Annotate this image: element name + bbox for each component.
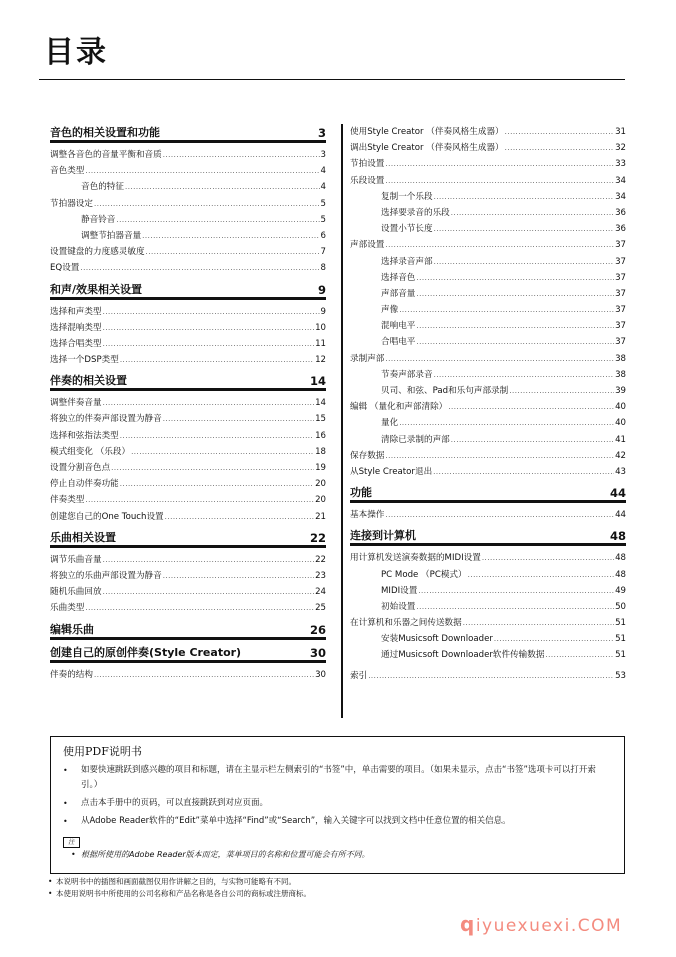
entry-label: 停止自动伴奏功能 bbox=[50, 479, 119, 490]
entry-page-number[interactable]: 37 bbox=[615, 272, 626, 283]
entry-label: 模式组变化 （乐段） bbox=[50, 446, 131, 457]
entry-page-number[interactable]: 5 bbox=[320, 214, 326, 225]
entry-label: 在计算机和乐器之间传送数据 bbox=[350, 618, 462, 629]
dot-leader bbox=[451, 432, 614, 448]
dot-leader bbox=[111, 460, 314, 476]
entry-label: 调出Style Creator （伴奏风格生成器） bbox=[350, 143, 504, 154]
bullet-icon: • bbox=[71, 850, 76, 859]
dot-leader bbox=[509, 383, 614, 399]
dot-leader bbox=[463, 615, 614, 631]
toc-entry[interactable] bbox=[50, 228, 326, 244]
entry-page-number[interactable]: 3 bbox=[320, 150, 326, 160]
toc-entry[interactable] bbox=[50, 320, 326, 336]
entry-label: 设置分割音色点 bbox=[50, 463, 111, 473]
entry-label: 伴奏的结构 bbox=[50, 669, 93, 680]
dot-leader bbox=[416, 334, 614, 350]
dot-leader bbox=[385, 237, 614, 253]
dot-leader bbox=[385, 173, 614, 189]
dot-leader bbox=[451, 205, 614, 221]
dot-leader bbox=[448, 399, 614, 415]
entry-page-number[interactable]: 4 bbox=[320, 166, 326, 177]
entry-page-number[interactable]: 18 bbox=[315, 446, 326, 457]
entry-page-number[interactable]: 42 bbox=[615, 450, 626, 461]
toc-entry[interactable] bbox=[350, 631, 626, 647]
toc-section-heading[interactable] bbox=[50, 124, 326, 143]
dot-leader bbox=[163, 411, 314, 427]
toc-entry[interactable] bbox=[350, 173, 626, 189]
dot-leader bbox=[103, 584, 314, 600]
dot-leader bbox=[434, 367, 614, 383]
entry-page-number[interactable]: 25 bbox=[315, 603, 326, 614]
dot-leader bbox=[103, 552, 314, 568]
dot-leader bbox=[418, 583, 614, 599]
toc-entry[interactable] bbox=[350, 351, 626, 367]
toc-entry[interactable] bbox=[350, 302, 626, 318]
toc-entry[interactable] bbox=[50, 584, 326, 600]
section-page-number[interactable]: 14 bbox=[309, 374, 326, 389]
toc-entry[interactable] bbox=[350, 668, 626, 684]
dot-leader bbox=[434, 221, 614, 237]
pdf-usage-box bbox=[50, 736, 625, 874]
entry-label: 选择一个DSP类型 bbox=[50, 355, 119, 366]
dot-leader bbox=[146, 244, 320, 260]
toc-section-heading[interactable] bbox=[50, 281, 326, 300]
toc-entry[interactable] bbox=[350, 156, 626, 172]
pdf-bullet bbox=[63, 796, 612, 811]
toc-entry[interactable] bbox=[350, 221, 626, 237]
entry-label: 选择和弦指法类型 bbox=[50, 430, 119, 441]
entry-label: 基本操作 bbox=[350, 510, 385, 521]
entry-label: 通过Musicsoft Downloader软件传输数据 bbox=[381, 650, 545, 661]
entry-label: 选择录音声部 bbox=[381, 256, 433, 267]
title-rule bbox=[39, 79, 625, 80]
entry-label: 编辑 （量化和声部清除） bbox=[350, 402, 448, 413]
dot-leader bbox=[416, 318, 614, 334]
toc-entry[interactable] bbox=[50, 179, 326, 195]
dot-leader bbox=[163, 147, 320, 163]
section-page-number[interactable]: 44 bbox=[609, 486, 626, 501]
entry-label: 设置键盘的力度感灵敏度 bbox=[50, 247, 145, 258]
section-page-number[interactable]: 30 bbox=[309, 645, 326, 660]
entry-page-number[interactable]: 37 bbox=[615, 256, 626, 267]
toc-entry[interactable] bbox=[50, 212, 326, 228]
entry-page-number[interactable]: 16 bbox=[315, 430, 326, 441]
footnote bbox=[48, 888, 311, 900]
entry-label: EQ设置 bbox=[50, 263, 80, 274]
entry-page-number[interactable]: 20 bbox=[315, 495, 326, 506]
toc-entry[interactable] bbox=[50, 147, 326, 163]
dot-leader bbox=[116, 212, 319, 228]
dot-leader bbox=[163, 568, 314, 584]
dot-leader bbox=[85, 163, 319, 179]
dot-leader bbox=[433, 464, 614, 480]
toc-left-column bbox=[50, 124, 326, 683]
section-label: 乐曲相关设置 bbox=[50, 530, 116, 544]
dot-leader bbox=[94, 667, 314, 683]
entry-page-number[interactable]: 51 bbox=[615, 618, 626, 629]
toc-entry[interactable] bbox=[50, 444, 326, 460]
note-text: 根据所使用的Adobe Reader版本而定，菜单项目的名称和位置可能会有所不同。 bbox=[81, 850, 370, 859]
toc-entry[interactable] bbox=[50, 476, 326, 492]
entry-label: 声部设置 bbox=[350, 240, 385, 251]
toc-entry[interactable] bbox=[350, 399, 626, 415]
dot-leader bbox=[103, 304, 320, 320]
toc-right-column bbox=[350, 124, 626, 684]
toc-entry[interactable] bbox=[50, 600, 326, 616]
entry-page-number[interactable]: 40 bbox=[615, 418, 626, 429]
toc-entry[interactable] bbox=[350, 383, 626, 399]
entry-page-number[interactable]: 34 bbox=[615, 175, 626, 186]
entry-label: 伴奏类型 bbox=[50, 495, 85, 506]
toc-entry[interactable] bbox=[350, 237, 626, 253]
entry-label: 节奏声部录音 bbox=[381, 369, 433, 380]
section-page-number[interactable]: 9 bbox=[317, 282, 326, 297]
dot-leader bbox=[80, 260, 319, 276]
dot-leader bbox=[94, 196, 320, 212]
dot-leader bbox=[505, 140, 614, 156]
section-page-number[interactable]: 22 bbox=[309, 530, 326, 545]
entry-page-number[interactable]: 37 bbox=[615, 240, 626, 251]
toc-entry[interactable] bbox=[350, 448, 626, 464]
dot-leader bbox=[416, 270, 614, 286]
section-label: 伴奏的相关设置 bbox=[50, 374, 127, 388]
toc-entry[interactable] bbox=[350, 205, 626, 221]
entry-page-number[interactable]: 48 bbox=[615, 553, 626, 564]
entry-label: 清除已录制的声部 bbox=[381, 434, 450, 445]
entry-page-number[interactable]: 24 bbox=[315, 587, 326, 598]
toc-entry[interactable] bbox=[50, 244, 326, 260]
dot-leader bbox=[545, 647, 614, 663]
section-label: 创建自己的原创伴奏(Style Creator) bbox=[50, 645, 242, 659]
entry-page-number[interactable]: 21 bbox=[315, 511, 326, 522]
entry-label: 量化 bbox=[381, 418, 399, 429]
toc-entry[interactable] bbox=[50, 336, 326, 352]
toc-entry[interactable] bbox=[350, 583, 626, 599]
entry-label: 贝司、和弦、Pad和乐句声部录制 bbox=[381, 386, 509, 396]
dot-leader bbox=[131, 444, 314, 460]
dot-leader bbox=[505, 124, 614, 140]
entry-page-number[interactable]: 32 bbox=[615, 143, 626, 154]
section-page-number[interactable]: 3 bbox=[317, 126, 326, 140]
pdf-bullet-text: 点击本手册中的页码，可以直接跳跃到对应页面。 bbox=[81, 798, 269, 808]
entry-label: 选择要录音的乐段 bbox=[381, 207, 450, 218]
entry-page-number[interactable]: 7 bbox=[320, 247, 326, 258]
toc-entry[interactable] bbox=[50, 163, 326, 179]
entry-label: 创建您自己的One Touch设置 bbox=[50, 511, 164, 522]
dot-leader bbox=[434, 254, 614, 270]
toc-entry[interactable] bbox=[50, 552, 326, 568]
watermark-text: iyuexuexi.COM bbox=[475, 916, 623, 936]
toc-entry[interactable] bbox=[350, 550, 626, 566]
toc-entry[interactable] bbox=[50, 395, 326, 411]
entry-label: 混响电平 bbox=[381, 321, 416, 332]
toc-entry[interactable] bbox=[50, 304, 326, 320]
entry-page-number[interactable]: 15 bbox=[315, 414, 326, 425]
dot-leader bbox=[165, 509, 314, 525]
entry-page-number[interactable]: 44 bbox=[615, 510, 626, 521]
entry-label: 选择和声类型 bbox=[50, 306, 102, 317]
entry-page-number[interactable]: 36 bbox=[615, 224, 626, 235]
dot-leader bbox=[385, 507, 614, 523]
toc-section-heading[interactable] bbox=[50, 372, 326, 391]
entry-label: 随机乐曲回放 bbox=[50, 587, 102, 598]
entry-page-number[interactable]: 23 bbox=[315, 570, 326, 581]
section-page-number[interactable]: 26 bbox=[309, 622, 326, 637]
entry-label: 调节乐曲音量 bbox=[50, 554, 102, 565]
entry-label: 选择混响类型 bbox=[50, 322, 102, 333]
entry-label: 乐段设置 bbox=[350, 175, 385, 186]
toc-entry[interactable] bbox=[350, 318, 626, 334]
toc-entry[interactable] bbox=[350, 567, 626, 583]
entry-label: 选择合唱类型 bbox=[50, 338, 102, 349]
entry-page-number[interactable]: 40 bbox=[615, 402, 626, 413]
toc-section-heading[interactable] bbox=[50, 644, 326, 663]
entry-page-number[interactable]: 39 bbox=[615, 386, 626, 396]
toc-entry[interactable] bbox=[350, 615, 626, 631]
entry-page-number[interactable]: 34 bbox=[615, 191, 626, 202]
entry-label: 复制一个乐段 bbox=[381, 191, 433, 202]
entry-page-number[interactable]: 41 bbox=[615, 434, 626, 445]
toc-entry[interactable] bbox=[350, 432, 626, 448]
entry-label: MIDI设置 bbox=[381, 585, 418, 596]
dot-leader bbox=[482, 550, 614, 566]
pdf-box-title: 使用PDF说明书 bbox=[63, 745, 142, 758]
section-label: 编辑乐曲 bbox=[50, 622, 94, 636]
toc-entry[interactable] bbox=[50, 196, 326, 212]
dot-leader bbox=[85, 492, 314, 508]
entry-label: 调整各音色的音量平衡和音质 bbox=[50, 150, 162, 160]
entry-page-number[interactable]: 51 bbox=[615, 650, 626, 661]
entry-page-number[interactable]: 6 bbox=[320, 230, 326, 241]
entry-page-number[interactable]: 5 bbox=[320, 198, 326, 209]
entry-page-number[interactable]: 51 bbox=[615, 634, 626, 645]
toc-entry[interactable] bbox=[350, 254, 626, 270]
dot-leader bbox=[385, 351, 614, 367]
toc-entry[interactable] bbox=[50, 428, 326, 444]
entry-page-number[interactable]: 12 bbox=[315, 355, 326, 366]
toc-entry[interactable] bbox=[50, 568, 326, 584]
dot-leader bbox=[468, 567, 614, 583]
footnote-text: 本说明书中的插图和画面截图仅用作讲解之目的，与实物可能略有不同。 bbox=[56, 877, 296, 886]
footnote-text: 本使用说明书中所使用的公司名称和产品名称是各自公司的商标或注册商标。 bbox=[56, 889, 311, 898]
dot-leader bbox=[368, 668, 614, 684]
dot-leader bbox=[385, 156, 614, 172]
entry-page-number[interactable]: 53 bbox=[615, 670, 626, 681]
entry-label: 节拍设置 bbox=[350, 159, 385, 170]
dot-leader bbox=[142, 228, 319, 244]
dot-leader bbox=[120, 428, 314, 444]
pdf-bullet-text: 如要快速跳跃到感兴趣的项目和标题，请在主显示栏左侧索引的“书签”中，单击需要的项目。（如果未显示，点击“书签”选项卡可以打开索引。） bbox=[81, 765, 596, 790]
toc-entry[interactable] bbox=[50, 260, 326, 276]
entry-label: 音色的特征 bbox=[81, 182, 124, 193]
entry-page-number[interactable]: 20 bbox=[315, 479, 326, 490]
dot-leader bbox=[85, 600, 314, 616]
entry-page-number[interactable]: 49 bbox=[615, 585, 626, 596]
entry-page-number[interactable]: 43 bbox=[615, 466, 626, 477]
section-label: 连接到计算机 bbox=[350, 529, 416, 543]
entry-label: 静音铃音 bbox=[81, 214, 116, 225]
bullet-icon: • bbox=[63, 817, 68, 826]
dot-leader bbox=[399, 302, 614, 318]
toc-entry[interactable] bbox=[350, 464, 626, 480]
toc-entry[interactable] bbox=[50, 411, 326, 427]
pdf-bullet bbox=[63, 763, 612, 793]
entry-page-number[interactable]: 50 bbox=[615, 601, 626, 612]
dot-leader bbox=[120, 352, 314, 368]
dot-leader bbox=[494, 631, 614, 647]
entry-page-number[interactable]: 37 bbox=[615, 337, 626, 348]
entry-label: 用计算机发送演奏数据的MIDI设置 bbox=[350, 553, 481, 564]
watermark-logo-icon: q bbox=[460, 912, 476, 936]
toc-section-heading[interactable] bbox=[50, 529, 326, 548]
footnote bbox=[48, 876, 296, 888]
toc-entry[interactable] bbox=[50, 492, 326, 508]
toc-entry[interactable] bbox=[50, 352, 326, 368]
section-label: 和声/效果相关设置 bbox=[50, 282, 143, 296]
entry-label: PC Mode （PC模式） bbox=[381, 569, 467, 580]
toc-section-heading[interactable] bbox=[350, 527, 626, 546]
dot-leader bbox=[434, 189, 614, 205]
entry-page-number[interactable]: 4 bbox=[320, 182, 326, 193]
entry-label: 节拍器设定 bbox=[50, 198, 93, 209]
pdf-bullet bbox=[63, 814, 612, 829]
entry-label: 设置小节长度 bbox=[381, 224, 433, 235]
entry-label: 将独立的伴奏声部设置为静音 bbox=[50, 414, 162, 425]
dot-leader bbox=[416, 286, 614, 302]
entry-page-number[interactable]: 48 bbox=[615, 569, 626, 580]
toc-entry[interactable] bbox=[50, 667, 326, 683]
toc-section-heading[interactable] bbox=[50, 621, 326, 640]
bullet-icon: • bbox=[63, 799, 68, 808]
bullet-icon: • bbox=[48, 889, 53, 898]
toc-entry[interactable] bbox=[50, 460, 326, 476]
entry-label: 声像 bbox=[381, 305, 399, 316]
entry-page-number[interactable]: 33 bbox=[615, 159, 626, 170]
entry-page-number[interactable]: 10 bbox=[315, 322, 326, 333]
section-label: 功能 bbox=[350, 486, 372, 500]
entry-page-number[interactable]: 8 bbox=[320, 263, 326, 274]
entry-label: 保存数据 bbox=[350, 450, 385, 461]
page-title: 目录 bbox=[44, 35, 108, 70]
entry-label: 将独立的乐曲声部设置为静音 bbox=[50, 570, 162, 581]
entry-label: 初始设置 bbox=[381, 601, 416, 612]
toc-entry[interactable] bbox=[50, 509, 326, 525]
entry-label: 音色类型 bbox=[50, 166, 85, 177]
entry-page-number[interactable]: 37 bbox=[615, 288, 626, 299]
pdf-bullet-text: 从Adobe Reader软件的“Edit”菜单中选择“Find”或“Search”，输入关键字可以找到文档中任意位置的相关信息。 bbox=[81, 816, 511, 826]
section-label: 音色的相关设置和功能 bbox=[50, 126, 160, 139]
entry-page-number[interactable]: 37 bbox=[615, 305, 626, 316]
dot-leader bbox=[120, 476, 314, 492]
entry-page-number[interactable]: 36 bbox=[615, 207, 626, 218]
dot-leader bbox=[125, 179, 320, 195]
dot-leader bbox=[416, 599, 614, 615]
dot-leader bbox=[385, 448, 614, 464]
toc-entry[interactable] bbox=[350, 334, 626, 350]
toc-entry[interactable] bbox=[350, 415, 626, 431]
toc-entry[interactable] bbox=[350, 599, 626, 615]
toc-entry[interactable] bbox=[350, 140, 626, 156]
entry-label: 乐曲类型 bbox=[50, 603, 85, 614]
entry-label: 安装Musicsoft Downloader bbox=[381, 634, 493, 645]
entry-page-number[interactable]: 11 bbox=[315, 338, 326, 349]
dot-leader bbox=[103, 320, 314, 336]
dot-leader bbox=[103, 336, 314, 352]
dot-leader bbox=[103, 395, 314, 411]
watermark bbox=[460, 912, 622, 936]
entry-page-number[interactable]: 22 bbox=[315, 554, 326, 565]
toc-entry[interactable] bbox=[350, 124, 626, 140]
toc-entry[interactable] bbox=[350, 270, 626, 286]
entry-page-number[interactable]: 30 bbox=[315, 669, 326, 680]
toc-section-heading[interactable] bbox=[350, 484, 626, 503]
section-page-number[interactable]: 48 bbox=[609, 529, 626, 544]
entry-label: 合唱电平 bbox=[381, 337, 416, 348]
entry-page-number[interactable]: 14 bbox=[315, 398, 326, 409]
entry-page-number[interactable]: 31 bbox=[615, 127, 626, 137]
note-tag: 注 bbox=[63, 837, 80, 848]
toc-entry[interactable] bbox=[350, 507, 626, 523]
bullet-icon: • bbox=[63, 766, 68, 775]
entry-label: 索引 bbox=[350, 670, 368, 681]
entry-label: 录制声部 bbox=[350, 353, 385, 364]
entry-page-number[interactable]: 9 bbox=[320, 306, 326, 317]
entry-label: 声部音量 bbox=[381, 288, 416, 299]
entry-label: 使用Style Creator （伴奏风格生成器） bbox=[350, 127, 504, 137]
column-divider bbox=[341, 124, 343, 718]
toc-entry[interactable] bbox=[350, 647, 626, 663]
toc-entry[interactable] bbox=[350, 286, 626, 302]
toc-entry[interactable] bbox=[350, 189, 626, 205]
entry-label: 调整节拍器音量 bbox=[81, 230, 142, 241]
entry-page-number[interactable]: 19 bbox=[315, 463, 326, 473]
dot-leader bbox=[399, 415, 614, 431]
entry-label: 从Style Creator退出 bbox=[350, 466, 433, 477]
entry-label: 调整伴奏音量 bbox=[50, 398, 102, 409]
entry-page-number[interactable]: 37 bbox=[615, 321, 626, 332]
entry-page-number[interactable]: 38 bbox=[615, 369, 626, 380]
toc-entry[interactable] bbox=[350, 367, 626, 383]
entry-page-number[interactable]: 38 bbox=[615, 353, 626, 364]
bullet-icon: • bbox=[48, 877, 53, 886]
note-line bbox=[63, 848, 612, 862]
entry-label: 选择音色 bbox=[381, 272, 416, 283]
